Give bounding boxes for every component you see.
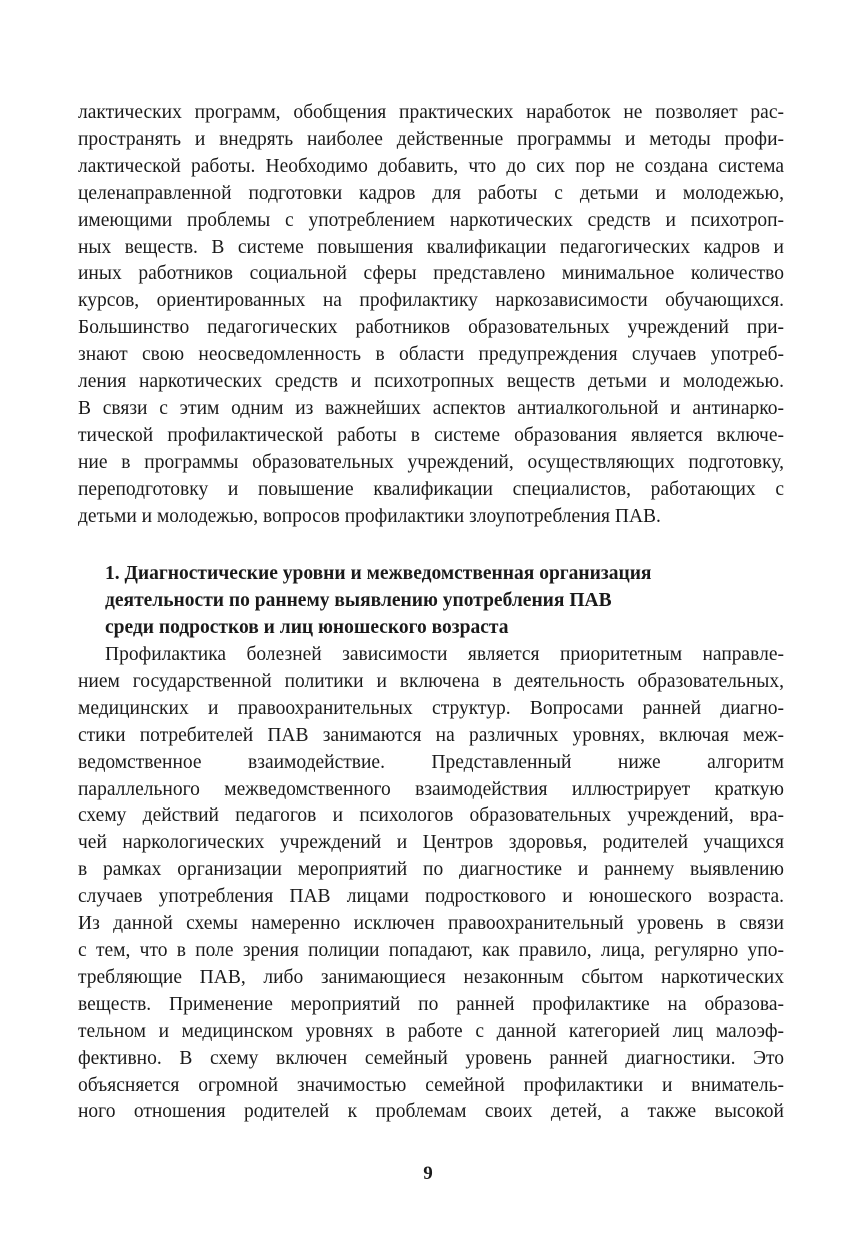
text-line: курсов, ориентированных на профилактику наркозависимости обучающихся. xyxy=(78,290,784,312)
text-line: знают свою неосведомленность в области предупреждения случаев употреб- xyxy=(78,344,784,366)
text-line: Профилактика болезней зависимости является приоритетным направле- xyxy=(105,644,784,665)
text-line: требляющие ПАВ, либо занимающиеся незаконным сбытом наркотических xyxy=(78,966,784,988)
text-line: ние в программы образовательных учреждений, осуществляющих подготовку, xyxy=(78,451,784,473)
heading-line: 1. Диагностические уровни и межведомственная организация xyxy=(105,563,652,584)
text-line: нием государственной политики и включена в деятельность образовательных, xyxy=(78,670,784,692)
text-line: Большинство педагогических работников образовательных учреждений при- xyxy=(78,317,784,339)
text-line: В связи с этим одним из важнейших аспектов антиалкогольной и антинарко- xyxy=(78,397,784,419)
text-line: медицинских и правоохранительных структур. Вопросами ранней диагно- xyxy=(78,697,784,719)
body-paragraph-1 xyxy=(78,100,784,531)
text-line: стики потребителей ПАВ занимаются на различных уровнях, включая меж- xyxy=(78,724,784,746)
text-line: детьми и молодежью, вопросов профилактики злоупотребления ПАВ. xyxy=(78,505,661,527)
text-line: тельном и медицинском уровнях в работе с данной категорией лиц малоэф- xyxy=(78,1020,784,1042)
text-line: лактических программ, обобщения практических наработок не позволяет рас- xyxy=(78,102,784,123)
text-line: веществ. Применение мероприятий по ранней профилактике на образова- xyxy=(78,993,784,1015)
text-line: целенаправленной подготовки кадров для работы с детьми и молодежью, xyxy=(78,182,784,204)
text-line: чей наркологических учреждений и Центров здоровья, родителей учащихся xyxy=(78,832,784,854)
text-line: схему действий педагогов и психологов образовательных учреждений, вра- xyxy=(78,805,784,827)
text-line: фективно. В схему включен семейный уровень ранней диагностики. Это xyxy=(78,1047,784,1069)
section-heading xyxy=(105,561,785,642)
page-number: 9 xyxy=(423,1163,433,1184)
text-line: параллельного межведомственного взаимодействия иллюстрирует краткую xyxy=(78,778,784,800)
text-line: переподготовку и повышение квалификации специалистов, работающих с xyxy=(78,478,784,500)
heading-line: деятельности по раннему выявлению употребления ПАВ xyxy=(105,589,612,611)
text-line: пространять и внедрять наиболее действенные программы и методы профи- xyxy=(78,128,784,150)
text-line: случаев употребления ПАВ лицами подросткового и юношеского возраста. xyxy=(78,886,784,908)
text-line: в рамках организации мероприятий по диагностике и раннему выявлению xyxy=(78,859,784,881)
text-line: ведомственное взаимодействие. Представленный ниже алгоритм xyxy=(78,751,784,773)
text-line: Из данной схемы намеренно исключен правоохранительный уровень в связи xyxy=(78,913,784,935)
text-line: тической профилактической работы в системе образования является включе- xyxy=(78,424,784,446)
body-paragraph-2 xyxy=(78,642,784,1126)
text-line: объясняется огромной значимостью семейной профилактики и вниматель- xyxy=(78,1074,784,1096)
text-line: лактической работы. Необходимо добавить, что до сих пор не создана система xyxy=(78,155,784,177)
text-line: ления наркотических средств и психотропных веществ детьми и молодежью. xyxy=(78,371,784,393)
text-line: ных веществ. В системе повышения квалификации педагогических кадров и xyxy=(78,236,784,258)
text-line: имеющими проблемы с употреблением наркотических средств и психотроп- xyxy=(78,209,784,231)
text-line: ного отношения родителей к проблемам своих детей, а также высокой xyxy=(78,1101,784,1123)
heading-line: среди подростков и лиц юношеского возраста xyxy=(105,616,509,638)
text-line: с тем, что в поле зрения полиции попадают, как правило, лица, регулярно упо- xyxy=(78,939,784,961)
text-line: иных работников социальной сферы представлено минимальное количество xyxy=(78,263,784,285)
